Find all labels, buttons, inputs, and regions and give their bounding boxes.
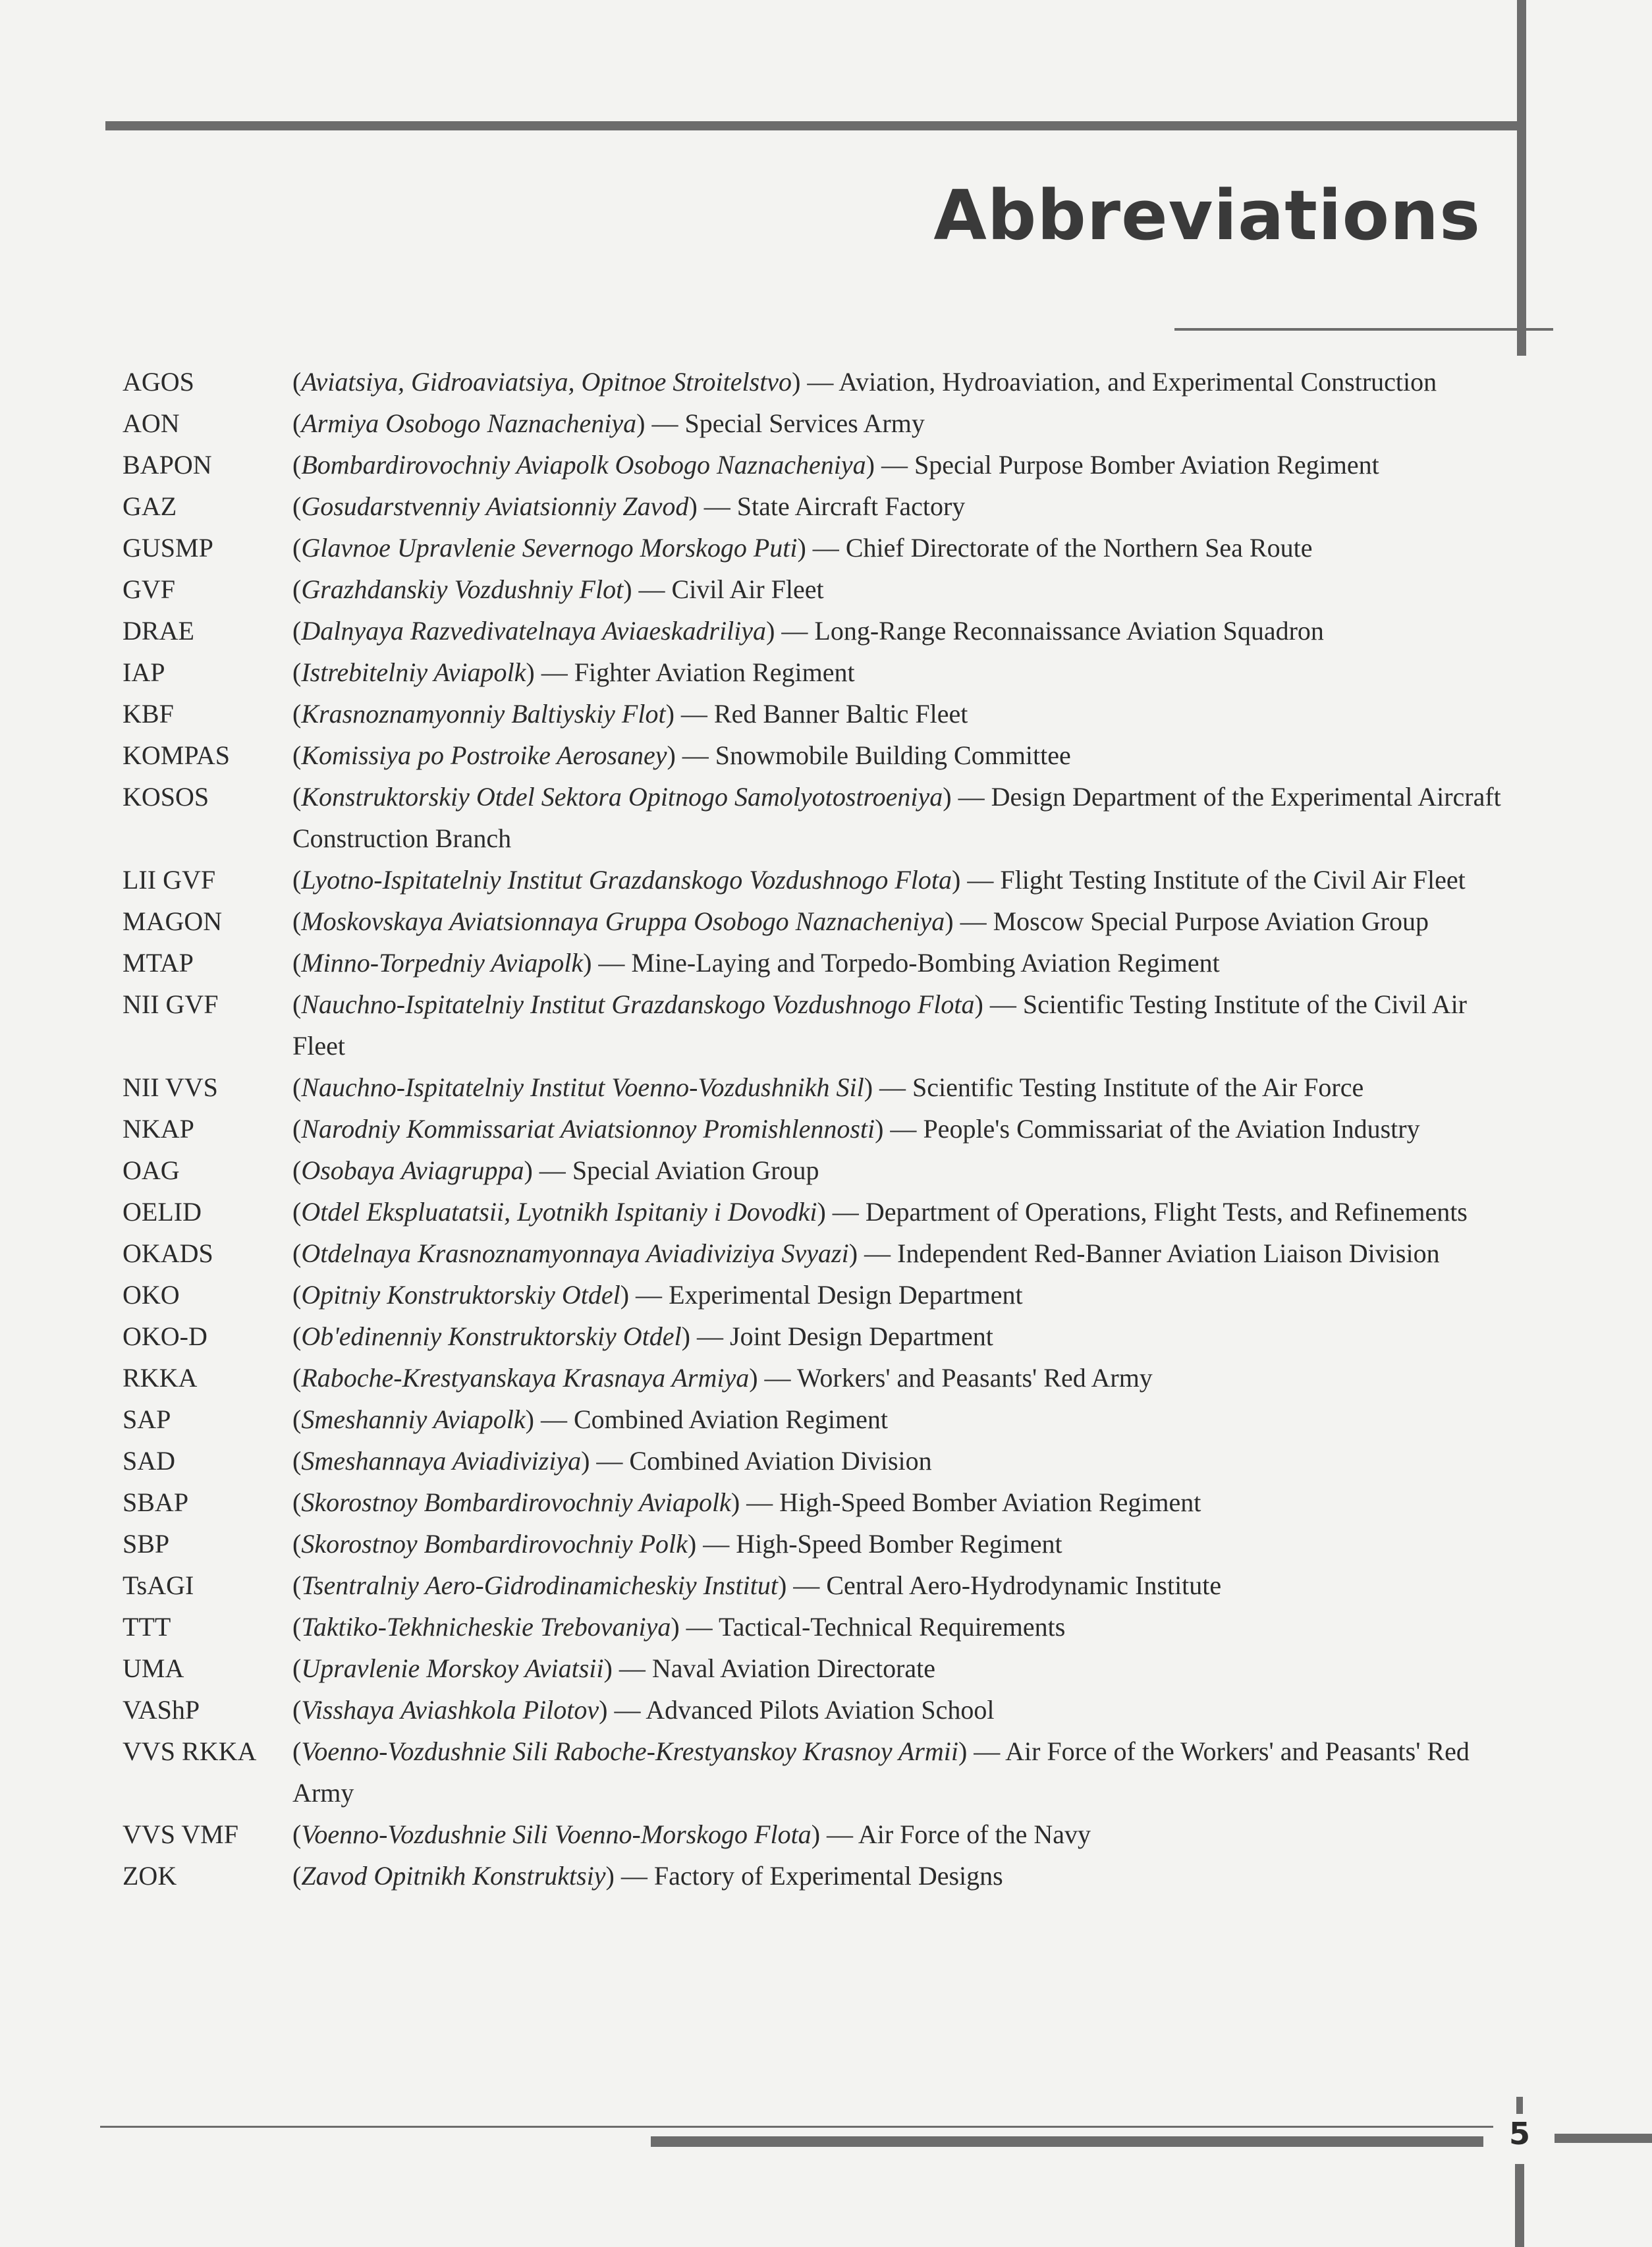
abbreviation-definition: (Dalnyaya Razvedivatelnaya Aviaeskadriliya) — Long-Range Reconnaissance Aviation Squadron <box>292 616 1324 646</box>
abbreviation-definition: (Osobaya Aviagruppa) — Special Aviation Group <box>292 1155 819 1185</box>
abbreviation-definition: (Moskovskaya Aviatsionnaya Gruppa Osobogo Naznacheniya) — Moscow Special Purpose Aviation Group <box>292 906 1429 936</box>
abbreviation-term: NII VVS <box>123 1072 218 1102</box>
abbreviation-term: RKKA <box>123 1363 198 1393</box>
original-russian-term: Krasnoznamyonniy Baltiyskiy Flot <box>301 699 666 729</box>
original-russian-term: Smeshannaya Aviadiviziya <box>301 1446 582 1476</box>
abbreviation-entry <box>123 485 1512 527</box>
abbreviation-entry <box>123 1108 1512 1150</box>
abbreviation-term: OKO-D <box>123 1321 207 1351</box>
abbreviation-definition: (Opitniy Konstruktorskiy Otdel) — Experimental Design Department <box>292 1280 1023 1310</box>
english-translation: Tactical-Technical Requirements <box>718 1612 1066 1642</box>
abbreviation-entry <box>123 859 1512 901</box>
original-russian-term: Lyotno-Ispitatelniy Institut Grazdanskogo Vozdushnogo Flota <box>301 865 952 895</box>
abbreviation-term: SAD <box>123 1446 176 1476</box>
page-title: Abbreviations <box>933 175 1481 256</box>
english-translation: Long-Range Reconnaissance Aviation Squadron <box>814 616 1324 646</box>
abbreviation-entry <box>123 1814 1512 1855</box>
abbreviation-term: NII GVF <box>123 989 219 1019</box>
abbreviation-entry <box>123 1399 1512 1440</box>
abbreviation-definition: (Otdel Ekspluatatsii, Lyotnikh Ispitaniy i Dovodki) — Department of Operations, Flight Tests, and Refinements <box>292 1197 1468 1227</box>
abbreviation-entry <box>123 1855 1512 1897</box>
abbreviation-term: KBF <box>123 699 174 729</box>
english-translation: Factory of Experimental Designs <box>653 1861 1003 1891</box>
abbreviation-term: OAG <box>123 1155 180 1185</box>
english-translation: Special Services Army <box>684 408 925 438</box>
abbreviation-definition: (Zavod Opitnikh Konstruktsiy) — Factory of Experimental Designs <box>292 1861 1003 1891</box>
english-translation: Central Aero-Hydrodynamic Institute <box>826 1570 1222 1600</box>
abbreviation-definition: (Tsentralniy Aero-Gidrodinamicheskiy Institut) — Central Aero-Hydrodynamic Institute <box>292 1570 1222 1600</box>
english-translation: Independent Red-Banner Aviation Liaison Division <box>897 1238 1440 1268</box>
abbreviation-definition: (Skorostnoy Bombardirovochniy Aviapolk) — High-Speed Bomber Aviation Regiment <box>292 1487 1201 1517</box>
english-translation: State Aircraft Factory <box>736 491 966 521</box>
original-russian-term: Opitniy Konstruktorskiy Otdel <box>301 1280 620 1310</box>
original-russian-term: Skorostnoy Bombardirovochniy Polk <box>301 1529 688 1559</box>
original-russian-term: Istrebitelniy Aviapolk <box>301 657 526 687</box>
original-russian-term: Osobaya Aviagruppa <box>301 1155 524 1185</box>
abbreviation-entry <box>123 1440 1512 1482</box>
original-russian-term: Ob'edinenniy Konstruktorskiy Otdel <box>301 1321 682 1351</box>
english-translation: Scientific Testing Institute of the Civil Air Fleet <box>292 989 1468 1061</box>
abbreviation-term: SBAP <box>123 1487 189 1517</box>
abbreviation-definition: (Skorostnoy Bombardirovochniy Polk) — High-Speed Bomber Regiment <box>292 1529 1062 1559</box>
abbreviation-definition: (Glavnoe Upravlenie Severnogo Morskogo Puti) — Chief Directorate of the Northern Sea Route <box>292 533 1313 563</box>
abbreviation-term: SAP <box>123 1404 171 1434</box>
abbreviation-term: TsAGI <box>123 1570 194 1600</box>
abbreviation-term: AGOS <box>123 367 194 397</box>
abbreviation-term: MAGON <box>123 906 223 936</box>
abbreviation-definition: (Raboche-Krestyanskaya Krasnaya Armiya) — Workers' and Peasants' Red Army <box>292 1363 1153 1393</box>
abbreviation-entry <box>123 444 1512 485</box>
abbreviation-entry <box>123 1357 1512 1399</box>
abbreviation-definition: (Grazhdanskiy Vozdushniy Flot) — Civil Air Fleet <box>292 574 824 604</box>
abbreviation-term: SBP <box>123 1529 170 1559</box>
original-russian-term: Skorostnoy Bombardirovochniy Aviapolk <box>301 1487 731 1517</box>
abbreviation-term: KOSOS <box>123 782 209 812</box>
abbreviation-entry <box>123 1150 1512 1191</box>
english-translation: Red Banner Baltic Fleet <box>713 699 968 729</box>
abbreviation-term: OKO <box>123 1280 180 1310</box>
abbreviation-term: AON <box>123 408 180 438</box>
english-translation: Combined Aviation Division <box>629 1446 932 1476</box>
original-russian-term: Gosudarstvenniy Aviatsionniy Zavod <box>301 491 689 521</box>
english-translation: Mine-Laying and Torpedo-Bombing Aviation Regiment <box>631 948 1220 978</box>
english-translation: Advanced Pilots Aviation School <box>646 1695 995 1725</box>
abbreviation-definition: (Istrebitelniy Aviapolk) — Fighter Aviation Regiment <box>292 657 855 687</box>
english-translation: High-Speed Bomber Aviation Regiment <box>779 1487 1201 1517</box>
abbreviation-entry <box>123 1565 1512 1606</box>
english-translation: Fighter Aviation Regiment <box>574 657 855 687</box>
abbreviation-entry <box>123 1523 1512 1565</box>
abbreviation-entry <box>123 942 1512 984</box>
original-russian-term: Minno-Torpedniy Aviapolk <box>301 948 584 978</box>
original-russian-term: Otdel Ekspluatatsii, Lyotnikh Ispitaniy i Dovodki <box>301 1197 817 1227</box>
english-translation: Air Force of the Navy <box>858 1819 1091 1849</box>
abbreviation-definition: (Krasnoznamyonniy Baltiyskiy Flot) — Red Banner Baltic Fleet <box>292 699 968 729</box>
abbreviation-definition: (Smeshanniy Aviapolk) — Combined Aviation Regiment <box>292 1404 888 1434</box>
abbreviation-entry <box>123 1274 1512 1316</box>
abbreviation-entry <box>123 402 1512 444</box>
abbreviation-definition: (Nauchno-Ispitatelniy Institut Voenno-Vozdushnikh Sil) — Scientific Testing Institute of the Air Force <box>292 1072 1364 1102</box>
original-russian-term: Moskovskaya Aviatsionnaya Gruppa Osobogo Naznacheniya <box>301 906 945 936</box>
original-russian-term: Armiya Osobogo Naznacheniya <box>301 408 637 438</box>
english-translation: Joint Design Department <box>730 1321 993 1351</box>
page-number: 5 <box>1508 2116 1530 2151</box>
english-translation: Snowmobile Building Committee <box>715 740 1071 770</box>
abbreviation-term: OKADS <box>123 1238 213 1268</box>
english-translation: Design Department of the Experimental Aircraft Construction Branch <box>292 782 1501 853</box>
original-russian-term: Taktiko-Tekhnicheskie Trebovaniya <box>301 1612 671 1642</box>
abbreviation-entry <box>123 693 1512 735</box>
original-russian-term: Konstruktorskiy Otdel Sektora Opitnogo Samolyotostroeniya <box>301 782 943 812</box>
original-russian-term: Smeshanniy Aviapolk <box>301 1404 526 1434</box>
abbreviation-definition: (Komissiya po Postroike Aerosaney) — Snowmobile Building Committee <box>292 740 1071 770</box>
page-marker <box>1516 2097 1523 2114</box>
top-rule <box>105 121 1518 130</box>
abbreviation-entry <box>123 1067 1512 1108</box>
original-russian-term: Dalnyaya Razvedivatelnaya Aviaeskadriliya <box>301 616 767 646</box>
abbreviation-definition: (Taktiko-Tekhnicheskie Trebovaniya) — Tactical-Technical Requirements <box>292 1612 1066 1642</box>
abbreviation-term: GVF <box>123 574 176 604</box>
english-translation: Air Force of the Workers' and Peasants' Red Army <box>292 1736 1470 1808</box>
english-translation: Workers' and Peasants' Red Army <box>796 1363 1153 1393</box>
abbreviation-definition: (Smeshannaya Aviadiviziya) — Combined Aviation Division <box>292 1446 932 1476</box>
abbreviation-definition: (Armiya Osobogo Naznacheniya) — Special Services Army <box>292 408 925 438</box>
original-russian-term: Narodniy Kommissariat Aviatsionnoy Promishlennosti <box>301 1114 875 1144</box>
abbreviation-definition: (Visshaya Aviashkola Pilotov) — Advanced Pilots Aviation School <box>292 1695 995 1725</box>
abbreviation-entry <box>123 1482 1512 1523</box>
english-translation: People's Commissariat of the Aviation Industry <box>923 1114 1420 1144</box>
original-russian-term: Tsentralniy Aero-Gidrodinamicheskiy Institut <box>301 1570 778 1600</box>
abbreviation-term: GAZ <box>123 491 177 521</box>
abbreviation-definition: (Otdelnaya Krasnoznamyonnaya Aviadiviziya Svyazi) — Independent Red-Banner Aviation Liaison Division <box>292 1238 1440 1268</box>
english-translation: Combined Aviation Regiment <box>573 1404 888 1434</box>
english-translation: Naval Aviation Directorate <box>651 1653 936 1683</box>
original-russian-term: Voenno-Vozdushnie Sili Raboche-Krestyanskoy Krasnoy Armii <box>301 1736 958 1766</box>
abbreviation-entry <box>123 984 1512 1067</box>
abbreviation-entry <box>123 1606 1512 1648</box>
abbreviation-term: VVS RKKA <box>123 1736 257 1766</box>
abbreviation-definition: (Lyotno-Ispitatelniy Institut Grazdanskogo Vozdushnogo Flota) — Flight Testing Institute of the Civil Air Fleet <box>292 865 1466 895</box>
abbreviation-entry <box>123 361 1512 402</box>
abbreviation-term: UMA <box>123 1653 184 1683</box>
original-russian-term: Otdelnaya Krasnoznamyonnaya Aviadiviziya Svyazi <box>301 1238 849 1268</box>
abbreviation-entry <box>123 1191 1512 1233</box>
abbreviation-entry <box>123 776 1512 859</box>
abbreviation-term: OELID <box>123 1197 202 1227</box>
abbreviation-term: BAPON <box>123 450 212 480</box>
abbreviation-entry <box>123 527 1512 569</box>
abbreviation-term: IAP <box>123 657 165 687</box>
abbreviation-definition: (Narodniy Kommissariat Aviatsionnoy Promishlennosti) — People's Commissariat of the Aviation Industry <box>292 1114 1420 1144</box>
original-russian-term: Aviatsiya, Gidroaviatsiya, Opitnoe Stroitelstvo <box>301 367 792 397</box>
english-translation: Moscow Special Purpose Aviation Group <box>993 906 1429 936</box>
abbreviation-term: DRAE <box>123 616 194 646</box>
abbreviation-entry <box>123 652 1512 693</box>
english-translation: Scientific Testing Institute of the Air Force <box>912 1072 1364 1102</box>
original-russian-term: Raboche-Krestyanskaya Krasnaya Armiya <box>301 1363 750 1393</box>
abbreviation-definition: (Nauchno-Ispitatelniy Institut Grazdanskogo Vozdushnogo Flota) — Scientific Testing Institute of the Civil Air Fleet <box>292 989 1468 1061</box>
abbreviation-term: NKAP <box>123 1114 194 1144</box>
abbreviation-definition: (Ob'edinenniy Konstruktorskiy Otdel) — Joint Design Department <box>292 1321 993 1351</box>
abbreviation-term: KOMPAS <box>123 740 231 770</box>
original-russian-term: Glavnoe Upravlenie Severnogo Morskogo Puti <box>301 533 798 563</box>
abbreviation-term: VVS VMF <box>123 1819 238 1849</box>
bottom-right-rule <box>1555 2134 1652 2143</box>
original-russian-term: Visshaya Aviashkola Pilotov <box>301 1695 599 1725</box>
abbreviation-term: VAShP <box>123 1695 200 1725</box>
abbreviation-entry <box>123 1233 1512 1274</box>
bottom-thick-rule <box>651 2136 1483 2147</box>
abbreviation-term: ZOK <box>123 1861 177 1891</box>
abbreviation-entry <box>123 569 1512 610</box>
english-translation: Special Purpose Bomber Aviation Regiment <box>914 450 1379 480</box>
abbreviation-entry <box>123 901 1512 942</box>
original-russian-term: Zavod Opitnikh Konstruktsiy <box>301 1861 606 1891</box>
original-russian-term: Grazhdanskiy Vozdushniy Flot <box>301 574 624 604</box>
bottom-thin-rule <box>100 2126 1493 2128</box>
original-russian-term: Nauchno-Ispitatelniy Institut Voenno-Vozdushnikh Sil <box>301 1072 864 1102</box>
title-underline <box>1174 328 1553 331</box>
english-translation: Experimental Design Department <box>669 1280 1023 1310</box>
abbreviation-definition: (Gosudarstvenniy Aviatsionniy Zavod) — State Aircraft Factory <box>292 491 966 521</box>
original-russian-term: Nauchno-Ispitatelniy Institut Grazdanskogo Vozdushnogo Flota <box>301 989 975 1019</box>
abbreviation-term: TTT <box>123 1612 171 1642</box>
abbreviation-list <box>123 361 1512 1897</box>
original-russian-term: Bombardirovochniy Aviapolk Osobogo Naznacheniya <box>301 450 866 480</box>
abbreviation-definition: (Upravlenie Morskoy Aviatsii) — Naval Aviation Directorate <box>292 1653 936 1683</box>
english-translation: High-Speed Bomber Regiment <box>736 1529 1062 1559</box>
english-translation: Flight Testing Institute of the Civil Air Fleet <box>1000 865 1466 895</box>
english-translation: Aviation, Hydroaviation, and Experimental Construction <box>839 367 1437 397</box>
abbreviation-definition: (Aviatsiya, Gidroaviatsiya, Opitnoe Stroitelstvo) — Aviation, Hydroaviation, and Experimental Construction <box>292 367 1437 397</box>
abbreviation-definition: (Bombardirovochniy Aviapolk Osobogo Naznacheniya) — Special Purpose Bomber Aviation Regiment <box>292 450 1379 480</box>
english-translation: Department of Operations, Flight Tests, and Refinements <box>865 1197 1468 1227</box>
abbreviation-term: GUSMP <box>123 533 213 563</box>
abbreviation-entry <box>123 735 1512 776</box>
abbreviation-term: LII GVF <box>123 865 216 895</box>
abbreviation-entry <box>123 1731 1512 1814</box>
abbreviation-entry <box>123 1689 1512 1731</box>
abbreviation-definition: (Minno-Torpedniy Aviapolk) — Mine-Laying and Torpedo-Bombing Aviation Regiment <box>292 948 1220 978</box>
english-translation: Special Aviation Group <box>572 1155 819 1185</box>
bottom-vertical-rule <box>1515 2164 1524 2247</box>
english-translation: Civil Air Fleet <box>671 574 824 604</box>
abbreviation-entry <box>123 1648 1512 1689</box>
top-vertical-rule <box>1517 0 1526 356</box>
abbreviation-entry <box>123 610 1512 652</box>
abbreviation-definition: (Konstruktorskiy Otdel Sektora Opitnogo Samolyotostroeniya) — Design Department of the Experimental Aircraft Construction Branch <box>292 782 1501 853</box>
original-russian-term: Upravlenie Morskoy Aviatsii <box>301 1653 604 1683</box>
english-translation: Chief Directorate of the Northern Sea Route <box>845 533 1313 563</box>
abbreviation-definition: (Voenno-Vozdushnie Sili Voenno-Morskogo Flota) — Air Force of the Navy <box>292 1819 1091 1849</box>
abbreviation-entry <box>123 1316 1512 1357</box>
abbreviation-term: MTAP <box>123 948 194 978</box>
abbreviation-definition: (Voenno-Vozdushnie Sili Raboche-Krestyanskoy Krasnoy Armii) — Air Force of the Workers' and Peasants' Red Army <box>292 1736 1470 1808</box>
original-russian-term: Voenno-Vozdushnie Sili Voenno-Morskogo Flota <box>301 1819 812 1849</box>
original-russian-term: Komissiya po Postroike Aerosaney <box>301 740 667 770</box>
